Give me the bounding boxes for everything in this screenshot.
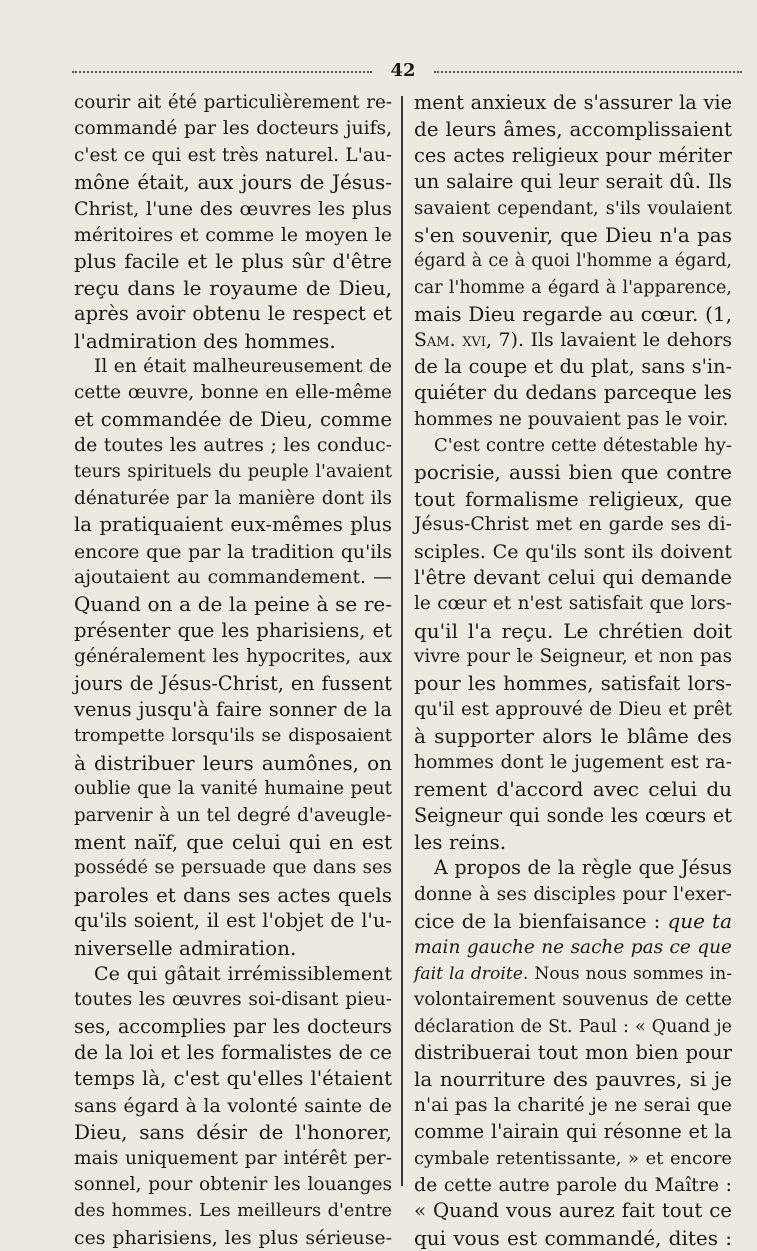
text-line: de la loi et les formalistes de ce (74, 1041, 392, 1065)
text-line (414, 961, 732, 987)
italic-quote: que ta (667, 909, 732, 934)
text-line: teurs spirituels du peuple l'avaient (74, 461, 392, 483)
text-line: mône était, aux jours de Jésus- (74, 170, 392, 195)
text-line: les reins. (414, 829, 507, 854)
text-line: distribuerai tout mon bien pour (414, 1041, 732, 1065)
text-line: s'en souvenir, que Dieu n'a pas (414, 222, 732, 247)
text-line: volontairement souvenus de cette (414, 989, 732, 1011)
text-line: Ce qui gâtait irrémissiblement (94, 962, 392, 985)
right-column (414, 90, 732, 1251)
text-line: « Quand vous aurez fait tout ce (414, 1199, 732, 1223)
scripture-reference: Sam. xvi (414, 329, 487, 351)
text-line: Seigneur qui sonde les cœurs et (414, 803, 732, 827)
text-line: présenter que les pharisiens, et (74, 618, 392, 642)
text-line: qu'il l'a reçu. Le chrétien doit (414, 618, 732, 643)
text-line: de leurs âmes, accomplissaient (414, 117, 732, 142)
text-line: à distribuer leurs aumônes, on (74, 750, 392, 775)
text-line: donne à ses disciples pour l'exer- (414, 883, 732, 905)
text-line: comme l'airain qui résonne et la (414, 1120, 732, 1144)
text-line: quiéter du dedans parceque les (414, 381, 732, 405)
text-line: possédé se persuade que dans ses (74, 857, 392, 879)
text-line: à supporter alors le blâme des (414, 724, 732, 749)
text-line: Jésus-Christ met en garde ses di- (414, 514, 732, 536)
text-line: pour les hommes, satisfait lors- (414, 671, 732, 695)
text-line: ment naïf, que celui qui en est (74, 829, 392, 854)
text-line: hommes ne pouvaient pas le voir. (414, 408, 729, 430)
text-line: mais uniquement par intérêt per- (74, 1147, 392, 1169)
text-line: ment anxieux de s'assurer la vie (414, 91, 732, 114)
text-line: rement d'accord avec celui du (414, 777, 732, 802)
header-rule-left (72, 71, 372, 73)
text-line: savaient cependant, s'ils voulaient (414, 197, 732, 219)
text-line: pocrisie, aussi bien que contre (414, 460, 732, 485)
text-line: de cette autre parole du Maître : (414, 1174, 732, 1197)
text-line: tout formalisme religieux, que (414, 486, 732, 511)
text-line: après avoir obtenu le respect et (74, 302, 392, 326)
text-line: venus jusqu'à faire sonner de la (74, 697, 392, 721)
text-line: méritoires et comme le moyen le (74, 223, 392, 246)
text-line: ces actes religieux pour mériter (414, 143, 732, 167)
text-line: ajoutaient au commandement. — (74, 567, 392, 589)
text-line: niverselle admiration. (74, 935, 297, 960)
text-line: de toutes les autres ; les conduc- (74, 435, 392, 457)
text-line: paroles et dans ses actes quels (74, 882, 392, 907)
text-line: déclaration de St. Paul : « Quand je (414, 1016, 732, 1037)
text-line: commandé par les docteurs juifs, (74, 118, 392, 140)
text-line: Il en était malheureusement de (94, 355, 392, 377)
text-line: la pratiquaient eux-mêmes plus (74, 513, 392, 537)
text-line: dénaturée par la manière dont ils (74, 487, 392, 509)
text-run: , 7). Ils lavaient le dehors (486, 329, 733, 351)
text-line: car l'homme a égard à l'apparence, (414, 277, 732, 298)
text-line: toutes les œuvres soi-disant pieu- (74, 989, 392, 1011)
text-line: mais Dieu regarde au cœur. (1, (414, 302, 732, 327)
text-line: l'être devant celui qui demande (414, 566, 732, 590)
text-line: qui vous est commandé, dites : (414, 1225, 732, 1250)
text-line: cette œuvre, bonne en elle-même (74, 382, 392, 404)
text-run: cice de la bienfaisance : (414, 909, 668, 934)
text-line: n'ai pas la charité je ne serai que (414, 1094, 732, 1116)
text-line: oublie que la vanité humaine peut (74, 778, 392, 800)
text-line (414, 328, 732, 354)
header-rule-right (434, 71, 742, 73)
text-line: reçu dans le royaume de Dieu, (74, 275, 392, 300)
text-line: plus facile et le plus sûr d'être (74, 249, 392, 274)
text-line: égard à ce à quoi l'homme a égard, (414, 251, 732, 272)
text-line: des hommes. Les meilleurs d'entre (74, 1201, 392, 1222)
text-line: le cœur et n'est satisfait que lors- (414, 593, 732, 615)
text-line: temps là, c'est qu'elles l'étaient (74, 1067, 392, 1091)
text-line (414, 908, 732, 934)
page-number: 42 (390, 60, 416, 81)
text-line: trompette lorsqu'ils se disposaient (74, 725, 392, 747)
italic-quote: fait la droite (414, 963, 523, 984)
page-header (72, 60, 742, 82)
text-line: ces pharisiens, les plus sérieuse- (74, 1226, 392, 1249)
text-line: sciples. Ce qu'ils sont ils doivent (414, 540, 732, 563)
text-line: Quand on a de la peine à se re- (74, 592, 392, 617)
text-line: C'est contre cette détestable hy- (434, 435, 732, 457)
left-column (74, 90, 392, 1251)
text-line: sonnel, pour obtenir les louanges (74, 1174, 392, 1196)
text-line: parvenir à un tel degré d'aveugle- (74, 804, 392, 826)
text-line: la nourriture des pauvres, si je (414, 1067, 732, 1092)
text-line: cymbale retentissante, » et encore (414, 1147, 732, 1169)
text-line: généralement les hypocrites, aux (74, 646, 392, 668)
text-line: qu'il est approuvé de Dieu et prêt (414, 698, 732, 720)
text-line: qu'ils soient, il est l'objet de l'u- (74, 909, 392, 933)
column-divider (401, 96, 403, 1186)
text-run: . Nous nous sommes in- (522, 963, 732, 984)
text-line: et commandée de Dieu, comme (74, 407, 392, 431)
text-line: A propos de la règle que Jésus (434, 856, 732, 880)
text-line: courir ait été particulièrement re- (74, 92, 392, 113)
text-line: de la coupe et du plat, sans s'in- (414, 354, 732, 378)
text-line: l'admiration des hommes. (74, 328, 336, 353)
text-line: hommes dont le jugement est ra- (414, 751, 732, 773)
text-line: jours de Jésus-Christ, en fussent (74, 671, 392, 695)
text-line: c'est ce qui est très naturel. L'au- (74, 144, 392, 166)
text-line: ses, accomplies par les docteurs (74, 1014, 392, 1038)
text-line: Dieu, sans désir de l'honorer, (74, 1120, 392, 1145)
text-line: un salaire qui leur serait dû. Ils (414, 170, 732, 194)
text-line: Christ, l'une des œuvres les plus (74, 197, 392, 220)
text-line: vivre pour le Seigneur, et non pas (414, 646, 732, 668)
text-line: sans égard à la volonté sainte de (74, 1094, 392, 1117)
text-line: main gauche ne sache pas ce que (414, 936, 732, 958)
text-line: encore que par la tradition qu'ils (74, 540, 392, 563)
